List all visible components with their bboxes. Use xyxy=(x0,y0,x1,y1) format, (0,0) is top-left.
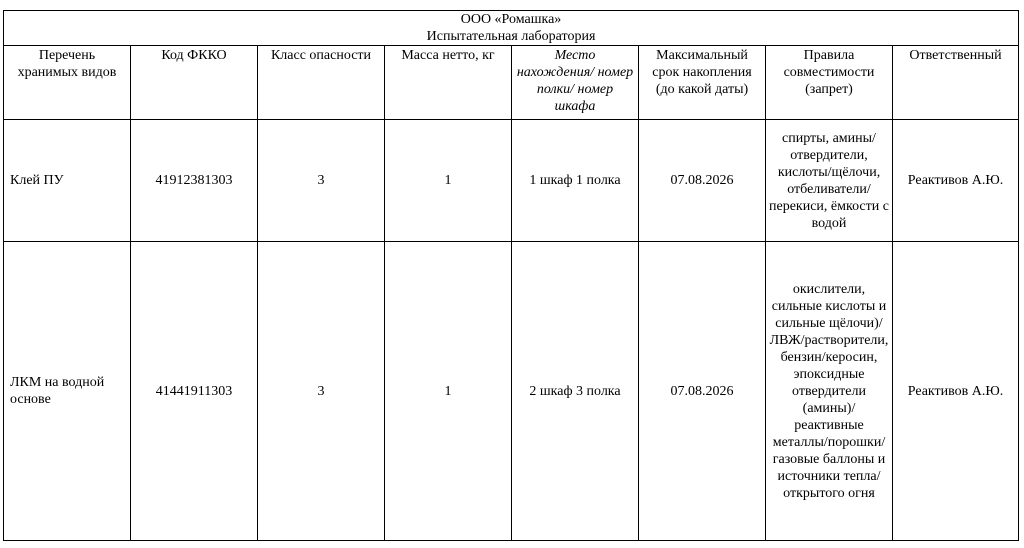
title-row xyxy=(4,11,1019,46)
column-header-location: Место нахождения/ номер полки/ номер шкафа xyxy=(512,46,639,120)
cell-hazard-class: 3 xyxy=(258,242,385,541)
title-block xyxy=(4,11,1019,46)
column-header-fkko-code: Код ФККО xyxy=(131,46,258,120)
department-name: Испытательная лаборатория xyxy=(426,29,596,44)
cell-net-mass: 1 xyxy=(385,242,512,541)
cell-hazard-class: 3 xyxy=(258,120,385,242)
column-header-max-storage: Максимальный срок накопления (до какой даты) xyxy=(639,46,766,120)
column-header-hazard-class: Класс опасности xyxy=(258,46,385,120)
cell-name: Клей ПУ xyxy=(4,120,131,242)
column-header-responsible: Ответственный xyxy=(893,46,1019,120)
column-header-stored-types: Перечень хранимых видов xyxy=(4,46,131,120)
cell-compatibility-rules: окислители, сильные кислоты и сильные щёлочи)/ЛВЖ/растворители, бензин/керосин, эпоксидные отвердители (амины)/реактивные металлы/порошки/газовые баллоны и источники тепла/открытого огня xyxy=(766,242,893,541)
cell-responsible: Реактивов А.Ю. xyxy=(893,242,1019,541)
cell-compatibility-rules: спирты, амины/отвердители, кислоты/щёлочи, отбеливатели/перекиси, ёмкости с водой xyxy=(766,120,893,242)
organization-name: ООО «Ромашка» xyxy=(460,12,562,27)
column-header-compatibility: Правила совместимости (запрет) xyxy=(766,46,893,120)
column-header-net-mass: Масса нетто, кг xyxy=(385,46,512,120)
header-row xyxy=(4,46,1019,120)
cell-responsible: Реактивов А.Ю. xyxy=(893,120,1019,242)
table-row xyxy=(4,120,1019,242)
cell-max-storage-date: 07.08.2026 xyxy=(639,120,766,242)
table-row xyxy=(4,242,1019,541)
cell-fkko-code: 41912381303 xyxy=(131,120,258,242)
cell-max-storage-date: 07.08.2026 xyxy=(639,242,766,541)
cell-name: ЛКМ на водной основе xyxy=(4,242,131,541)
cell-net-mass: 1 xyxy=(385,120,512,242)
cell-location: 1 шкаф 1 полка xyxy=(512,120,639,242)
cell-location: 2 шкаф 3 полка xyxy=(512,242,639,541)
cell-fkko-code: 41441911303 xyxy=(131,242,258,541)
document-sheet xyxy=(3,10,1018,541)
waste-registry-table xyxy=(3,10,1019,541)
